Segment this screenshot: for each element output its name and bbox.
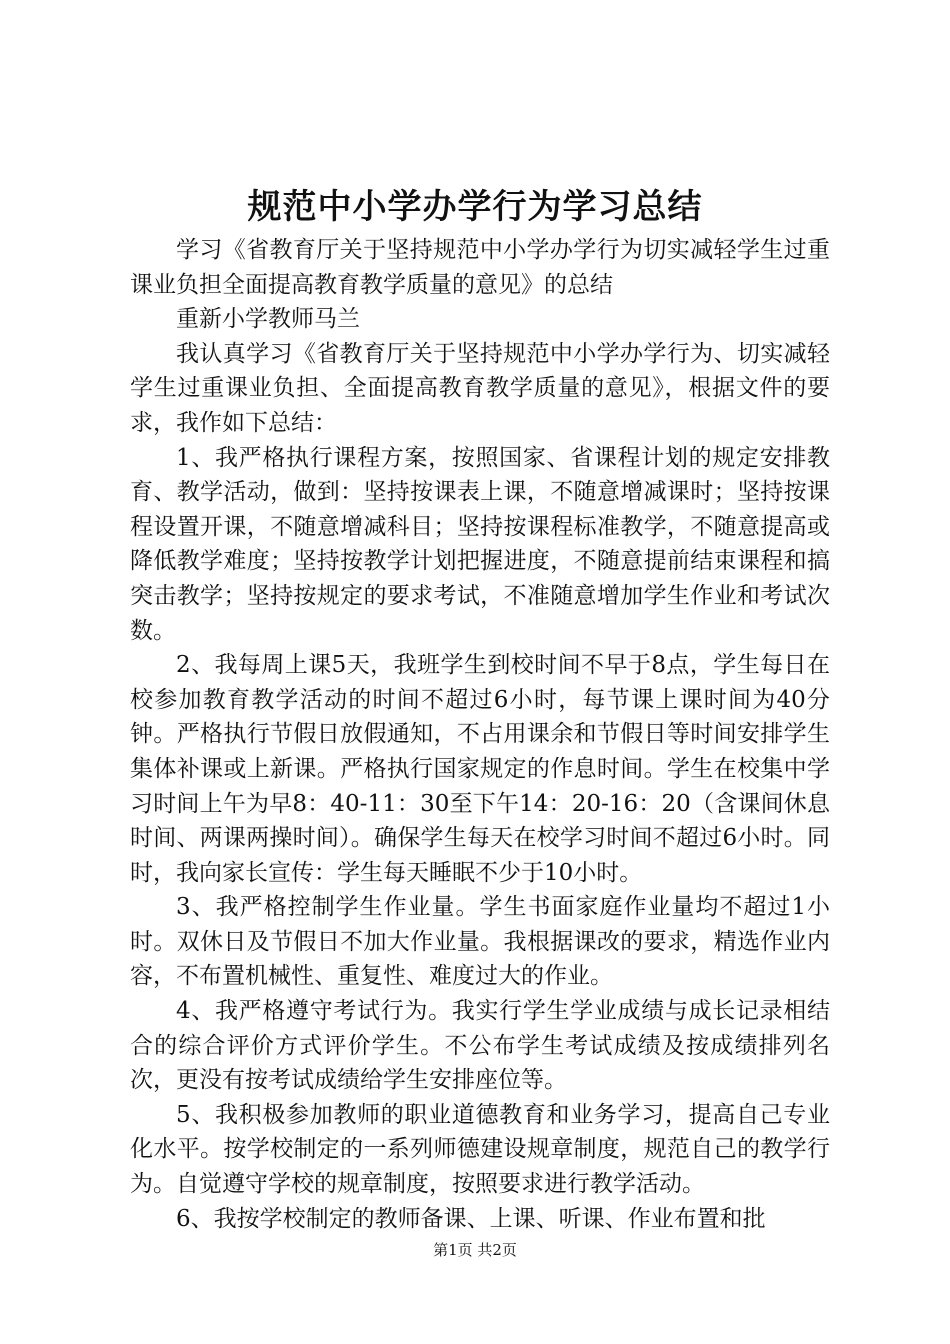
paragraph-item-4: 4、我严格遵守考试行为。我实行学生学业成绩与成长记录相结合的综合评价方式评价学生。不公布学生考试成绩及按成绩排列名次，更没有按考试成绩给学生安排座位等。 — [130, 998, 830, 1094]
document-title: 规范中小学办学行为学习总结 — [247, 187, 703, 227]
paragraph-intro-heading: 学习《省教育厅关于坚持规范中小学办学行为切实减轻学生过重课业负担全面提高教育教学质量的意见》的总结 — [130, 237, 830, 298]
paragraph-item-1: 1、我严格执行课程方案，按照国家、省课程计划的规定安排教育、教学活动，做到：坚持按课表上课，不随意增减课时；坚持按课程设置开课，不随意增减科目；坚持按课程标准教学，不随意提高或降低教学难度；坚持按教学计划把握进度，不随意提前结束课程和搞突击教学；坚持按规定的要求考试，不准随意增加学生作业和考试次数。 — [130, 444, 830, 644]
paragraph-item-6: 6、我按学校制定的教师备课、上课、听课、作业布置和批 — [176, 1205, 766, 1232]
page-footer: 第1页 共2页 — [433, 1241, 517, 1259]
paragraph-item-2: 2、我每周上课5天，我班学生到校时间不早于8点，学生每日在校参加教育教学活动的时间不超过6小时，每节课上课时间为40分钟。严格执行节假日放假通知，不占用课余和节假日等时间安排学生集体补课或上新课。严格执行国家规定的作息时间。学生在校集中学习时间上午为早8：40-11：30至下午14：20-16：20（含课间休息时间、两课两操时间）。确保学生每天在校学习时间不超过6小时。同时，我向家长宣传：学生每天睡眠不少于10小时。 — [130, 652, 830, 886]
document-body — [130, 233, 830, 1236]
paragraph-preface: 我认真学习《省教育厅关于坚持规范中小学办学行为、切实减轻学生过重课业负担、全面提高教育教学质量的意见》，根据文件的要求，我作如下总结： — [130, 340, 830, 436]
paragraph-item-5: 5、我积极参加教师的职业道德教育和业务学习，提高自己专业化水平。按学校制定的一系列师德建设规章制度，规范自己的教学行为。自觉遵守学校的规章制度，按照要求进行教学活动。 — [130, 1101, 830, 1198]
paragraph-author: 重新小学教师马兰 — [176, 306, 360, 333]
paragraph-item-3: 3、我严格控制学生作业量。学生书面家庭作业量均不超过1小时。双休日及节假日不加大作业量。我根据课改的要求，精选作业内容，不布置机械性、重复性、难度过大的作业。 — [130, 894, 830, 990]
